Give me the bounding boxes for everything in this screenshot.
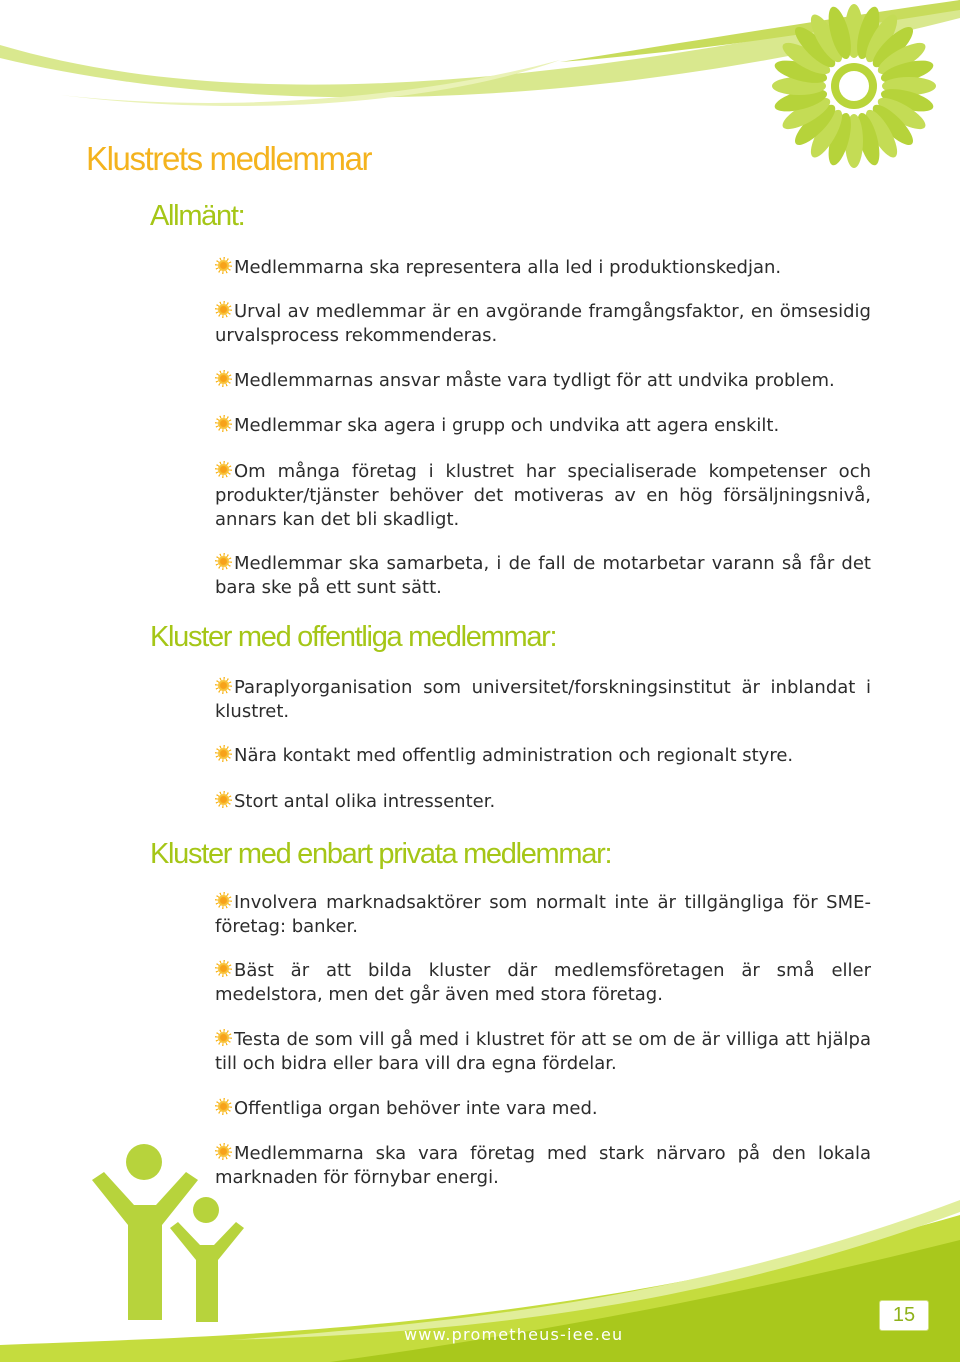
sun-bullet-icon bbox=[215, 370, 232, 387]
list-item: Medlemmarna ska representera alla led i produktionskedjan. bbox=[215, 256, 871, 280]
list-item: Offentliga organ behöver inte vara med. bbox=[215, 1097, 871, 1121]
section-heading-public: Kluster med offentliga medlemmar: bbox=[150, 621, 557, 653]
list-item: Om många företag i klustret har specialiserade kompetenser och produkter/tjänster behöver det motiveras av en hög försäljningsnivå, annars kan det bli skadligt. bbox=[215, 461, 871, 530]
sun-bullet-icon bbox=[215, 791, 232, 808]
section-heading-general: Allmänt: bbox=[150, 200, 245, 232]
sun-bullet-icon bbox=[215, 745, 232, 762]
sun-bullet-icon bbox=[215, 461, 232, 478]
page-number: 15 bbox=[879, 1300, 929, 1331]
page-title: Klustrets medlemmar bbox=[86, 140, 372, 177]
sun-bullet-icon bbox=[215, 892, 232, 909]
sun-bullet-icon bbox=[215, 1098, 232, 1115]
list-item: Medlemmarna ska vara företag med stark närvaro på den lokala marknaden för förnybar energi. bbox=[215, 1143, 871, 1188]
sunflower-icon bbox=[772, 4, 936, 168]
section-heading-private: Kluster med enbart privata medlemmar: bbox=[150, 838, 612, 870]
list-item: Testa de som vill gå med i klustret för att se om de är villiga att hjälpa till och bidra eller bara vill dra egna fördelar. bbox=[215, 1029, 871, 1074]
list-item: Bäst är att bilda kluster där medlemsföretagen är små eller medelstora, men det går även med stora företag. bbox=[215, 960, 871, 1005]
sun-bullet-icon bbox=[215, 257, 232, 274]
sun-bullet-icon bbox=[215, 415, 232, 432]
sun-bullet-icon bbox=[215, 1029, 232, 1046]
list-item: Urval av medlemmar är en avgörande framgångsfaktor, en ömsesidig urvalsprocess rekommenderas. bbox=[215, 301, 871, 346]
sun-bullet-icon bbox=[215, 677, 232, 694]
list-item: Medlemmar ska agera i grupp och undvika att agera enskilt. bbox=[215, 414, 871, 438]
list-item: Stort antal olika intressenter. bbox=[215, 790, 871, 814]
sun-bullet-icon bbox=[215, 301, 232, 318]
list-item: Involvera marknadsaktörer som normalt inte är tillgängliga för SME-företag: banker. bbox=[215, 892, 871, 937]
list-item: Nära kontakt med offentlig administration och regionalt styre. bbox=[215, 744, 871, 768]
list-item: Paraplyorganisation som universitet/forskningsinstitut är inblandat i klustret. bbox=[215, 677, 871, 722]
sun-bullet-icon bbox=[215, 1143, 232, 1160]
list-item: Medlemmar ska samarbeta, i de fall de motarbetar varann så får det bara ske på ett sunt sätt. bbox=[215, 553, 871, 598]
sun-bullet-icon bbox=[215, 960, 232, 977]
sun-bullet-icon bbox=[215, 553, 232, 570]
list-item: Medlemmarnas ansvar måste vara tydligt för att undvika problem. bbox=[215, 369, 871, 393]
footer-url: www.prometheus-iee.eu bbox=[404, 1325, 624, 1344]
